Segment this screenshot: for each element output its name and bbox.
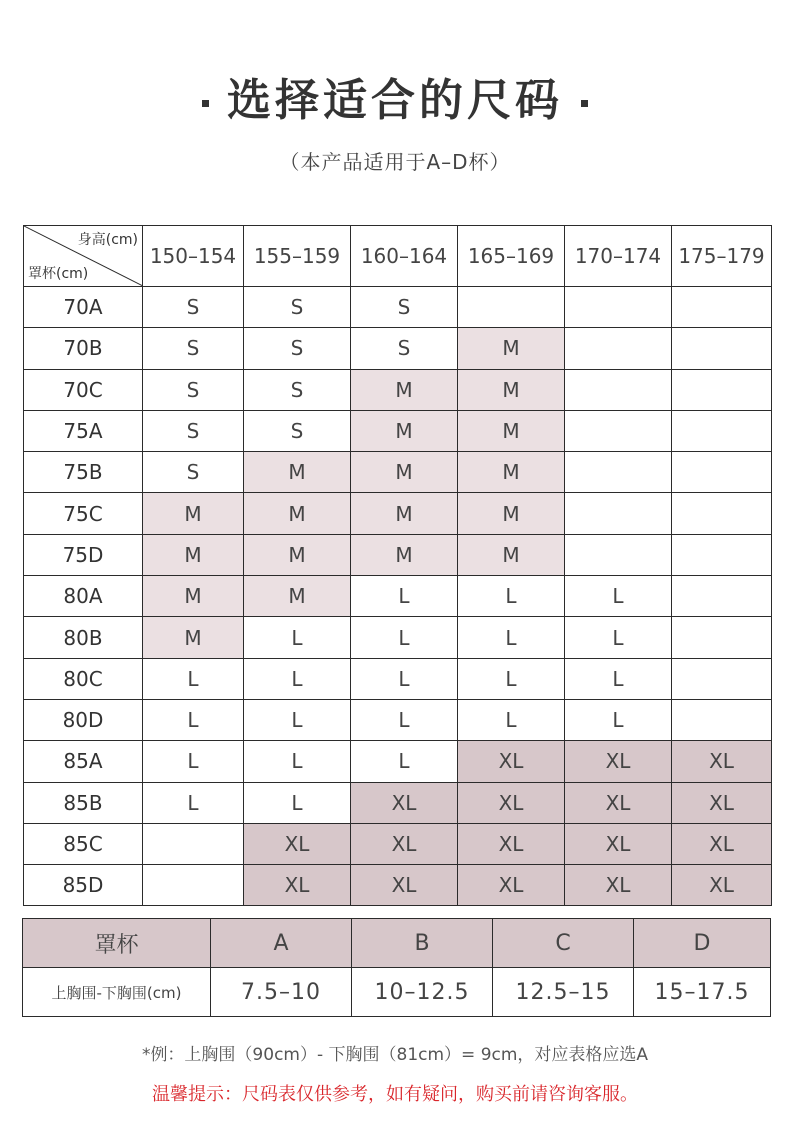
size-cell: L xyxy=(244,741,351,782)
size-cell xyxy=(672,452,772,493)
size-cell: M xyxy=(143,534,244,575)
cup-size-row-label: 75A xyxy=(24,410,143,451)
size-table-row xyxy=(24,493,772,534)
size-cell: L xyxy=(458,576,565,617)
size-cell: XL xyxy=(458,782,565,823)
size-cell: L xyxy=(351,699,458,740)
cup-size-row-label: 85B xyxy=(24,782,143,823)
height-column-header: 175–179 xyxy=(672,226,772,287)
size-cell: XL xyxy=(351,782,458,823)
size-cell xyxy=(565,493,672,534)
page-subtitle: （本产品适用于A–D杯） xyxy=(279,150,511,174)
size-cell: M xyxy=(458,493,565,534)
bust-difference-value: 12.5–15 xyxy=(493,968,634,1017)
cup-letter-cell: C xyxy=(493,919,634,968)
size-cell: S xyxy=(244,287,351,328)
size-cell: S xyxy=(351,287,458,328)
page-title xyxy=(0,64,790,128)
size-cell xyxy=(458,287,565,328)
size-cell: L xyxy=(458,699,565,740)
size-cell xyxy=(672,699,772,740)
cup-header-row xyxy=(23,919,771,968)
size-table-header-row xyxy=(24,226,772,287)
size-cell: L xyxy=(244,617,351,658)
size-cell: XL xyxy=(351,865,458,906)
cup-size-row-label: 75D xyxy=(24,534,143,575)
bust-difference-value: 10–12.5 xyxy=(352,968,493,1017)
cup-letter-cell: D xyxy=(634,919,771,968)
cup-size-row-label: 85D xyxy=(24,865,143,906)
cup-size-row-label: 80B xyxy=(24,617,143,658)
cup-header-label: 罩杯 xyxy=(23,919,211,968)
size-cell: L xyxy=(143,741,244,782)
cup-size-row-label: 80C xyxy=(24,658,143,699)
size-cell: M xyxy=(458,328,565,369)
size-cell: XL xyxy=(672,782,772,823)
table-corner-cell xyxy=(24,226,143,287)
size-cell: M xyxy=(351,369,458,410)
size-cell xyxy=(143,823,244,864)
cup-measurement-table xyxy=(22,918,771,1017)
size-cell xyxy=(565,369,672,410)
height-column-header: 165–169 xyxy=(458,226,565,287)
size-cell: XL xyxy=(565,865,672,906)
cup-axis-label: 罩杯(cm) xyxy=(28,266,89,282)
size-cell: M xyxy=(458,452,565,493)
size-cell: S xyxy=(244,369,351,410)
size-cell: L xyxy=(565,658,672,699)
cup-size-row-label: 80A xyxy=(24,576,143,617)
size-cell xyxy=(672,493,772,534)
size-table-row xyxy=(24,823,772,864)
size-cell: XL xyxy=(672,823,772,864)
size-cell xyxy=(672,287,772,328)
size-cell: S xyxy=(143,287,244,328)
reference-tip: 温馨提示：尺码表仅供参考，如有疑问，购买前请咨询客服。 xyxy=(152,1084,638,1105)
size-cell xyxy=(143,865,244,906)
title-dot-right xyxy=(581,100,588,107)
size-cell: M xyxy=(143,493,244,534)
size-cell: M xyxy=(458,534,565,575)
size-table-row xyxy=(24,287,772,328)
cup-values-row xyxy=(23,968,771,1017)
size-cell: L xyxy=(565,617,672,658)
size-cell: L xyxy=(458,617,565,658)
size-cell: S xyxy=(143,328,244,369)
size-cell: XL xyxy=(458,865,565,906)
size-table-row xyxy=(24,369,772,410)
size-cell: XL xyxy=(351,823,458,864)
cup-size-row-label: 70A xyxy=(24,287,143,328)
height-column-header: 160–164 xyxy=(351,226,458,287)
size-table-row xyxy=(24,452,772,493)
size-cell: S xyxy=(143,452,244,493)
size-cell: L xyxy=(458,658,565,699)
height-axis-label: 身高(cm) xyxy=(77,232,138,248)
cup-size-row-label: 75B xyxy=(24,452,143,493)
size-cell xyxy=(565,328,672,369)
bust-difference-label: 上胸围-下胸围(cm) xyxy=(23,968,211,1017)
size-cell: M xyxy=(143,617,244,658)
size-cell: M xyxy=(458,369,565,410)
size-table-row xyxy=(24,534,772,575)
height-column-header: 170–174 xyxy=(565,226,672,287)
size-cell: M xyxy=(244,576,351,617)
size-cell xyxy=(672,658,772,699)
size-cell: XL xyxy=(672,865,772,906)
cup-size-row-label: 70B xyxy=(24,328,143,369)
size-table-body xyxy=(24,287,772,906)
size-cell xyxy=(672,410,772,451)
size-cell xyxy=(565,452,672,493)
size-cell: XL xyxy=(672,741,772,782)
size-cell xyxy=(672,617,772,658)
size-table-row xyxy=(24,741,772,782)
size-chart-table xyxy=(23,225,772,906)
size-cell: S xyxy=(351,328,458,369)
size-table-row xyxy=(24,410,772,451)
size-cell: L xyxy=(351,576,458,617)
size-cell: XL xyxy=(458,823,565,864)
size-cell: L xyxy=(565,576,672,617)
size-cell xyxy=(672,369,772,410)
size-cell: L xyxy=(351,617,458,658)
size-cell xyxy=(672,534,772,575)
bust-difference-value: 7.5–10 xyxy=(211,968,352,1017)
size-cell: M xyxy=(244,493,351,534)
cup-size-row-label: 85C xyxy=(24,823,143,864)
size-cell: L xyxy=(143,782,244,823)
size-cell: S xyxy=(143,369,244,410)
size-cell: L xyxy=(143,658,244,699)
size-cell: L xyxy=(351,741,458,782)
size-cell: M xyxy=(143,576,244,617)
size-cell: XL xyxy=(244,865,351,906)
size-cell: L xyxy=(244,699,351,740)
cup-size-row-label: 70C xyxy=(24,369,143,410)
title-dot-left xyxy=(202,100,209,107)
size-table-row xyxy=(24,617,772,658)
size-cell: M xyxy=(458,410,565,451)
size-cell xyxy=(672,328,772,369)
example-note: *例：上胸围（90cm）- 下胸围（81cm）= 9cm，对应表格应选A xyxy=(141,1045,649,1065)
size-cell xyxy=(672,576,772,617)
cup-size-row-label: 80D xyxy=(24,699,143,740)
size-cell xyxy=(565,534,672,575)
size-table-row xyxy=(24,865,772,906)
size-table-row xyxy=(24,699,772,740)
cup-letter-cell: A xyxy=(211,919,352,968)
height-column-header: 150–154 xyxy=(143,226,244,287)
size-table-row xyxy=(24,576,772,617)
size-cell: L xyxy=(143,699,244,740)
bust-difference-value: 15–17.5 xyxy=(634,968,771,1017)
size-cell: S xyxy=(143,410,244,451)
size-cell: M xyxy=(351,493,458,534)
size-cell: M xyxy=(351,452,458,493)
size-table-row xyxy=(24,782,772,823)
size-cell: S xyxy=(244,328,351,369)
size-cell: XL xyxy=(458,741,565,782)
size-cell: L xyxy=(244,782,351,823)
size-cell: M xyxy=(351,410,458,451)
size-cell: M xyxy=(244,452,351,493)
size-cell: XL xyxy=(244,823,351,864)
size-cell: M xyxy=(244,534,351,575)
cup-size-row-label: 75C xyxy=(24,493,143,534)
size-table-row xyxy=(24,658,772,699)
size-cell xyxy=(565,410,672,451)
size-cell: L xyxy=(565,699,672,740)
size-cell: XL xyxy=(565,741,672,782)
size-cell: XL xyxy=(565,782,672,823)
size-cell: L xyxy=(351,658,458,699)
cup-letter-cell: B xyxy=(352,919,493,968)
title-text: 选择适合的尺码 xyxy=(227,75,563,126)
cup-size-row-label: 85A xyxy=(24,741,143,782)
height-column-header: 155–159 xyxy=(244,226,351,287)
size-cell xyxy=(565,287,672,328)
size-cell: XL xyxy=(565,823,672,864)
size-table-row xyxy=(24,328,772,369)
size-cell: S xyxy=(244,410,351,451)
size-cell: M xyxy=(351,534,458,575)
size-cell: L xyxy=(244,658,351,699)
